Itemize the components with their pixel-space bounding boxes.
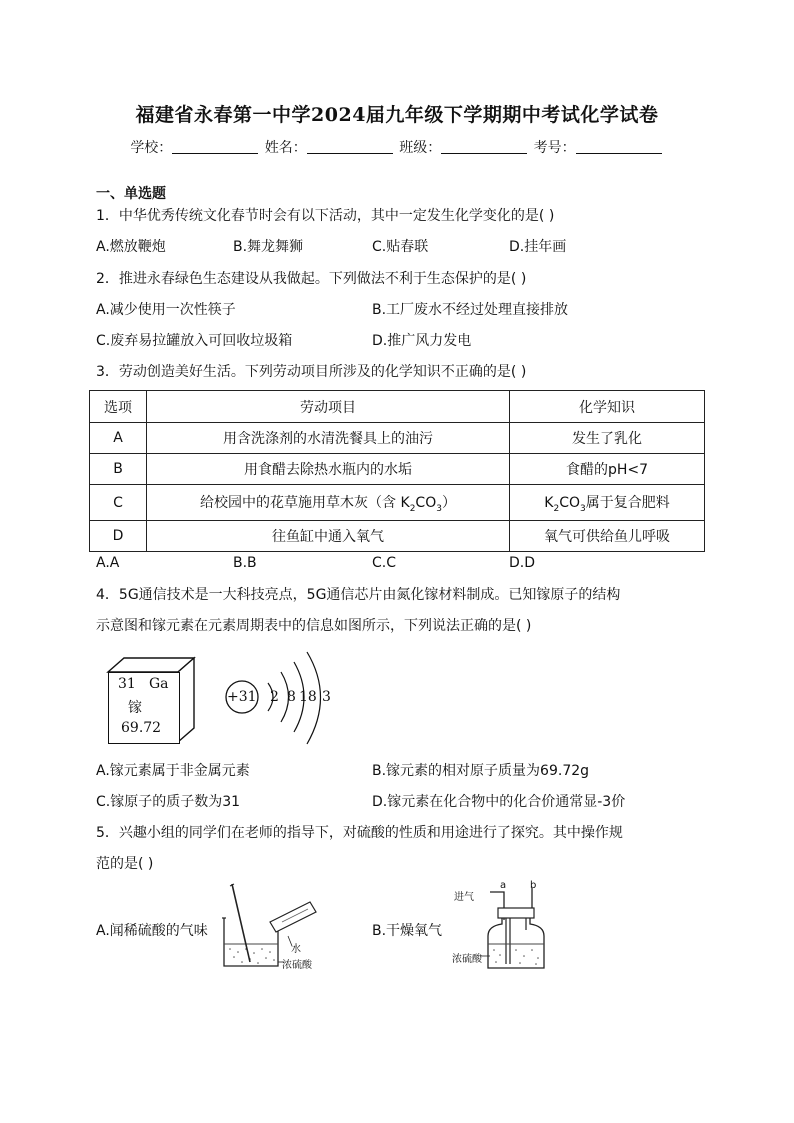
- q4-option-d: D.镓元素在化合物中的化合价通常显-3价: [372, 794, 626, 810]
- q2-option-a: A.减少使用一次性筷子: [96, 302, 236, 318]
- shell-2: 8: [287, 689, 296, 705]
- table-row: [90, 521, 705, 552]
- q3-option-c: C.C: [372, 555, 397, 571]
- element-card: [108, 672, 180, 744]
- number-blank[interactable]: [576, 139, 662, 154]
- element-symbol: Ga: [149, 676, 169, 692]
- question-5-stem-line1: 5．兴趣小组的同学们在老师的指导下，对硫酸的性质和用途进行了探究。其中操作规: [96, 825, 623, 841]
- question-4-stem-line1: 4．5G通信技术是一大科技亮点，5G通信芯片由氮化镓材料制成。已知镓原子的结构: [96, 587, 621, 603]
- name-label: 姓名：: [264, 140, 307, 156]
- nucleus-charge: +31: [227, 689, 257, 705]
- q3-option-a: A.A: [96, 555, 120, 571]
- q3-table: [89, 390, 705, 552]
- table-cell: B: [90, 454, 147, 485]
- q1-option-c: C.贴春联: [372, 239, 429, 255]
- table-row: [90, 454, 705, 485]
- table-cell: A: [90, 423, 147, 454]
- q3-option-d: D.D: [509, 555, 536, 571]
- question-1-stem: 1．中华优秀传统文化春节时会有以下活动，其中一定发生化学变化的是( ): [96, 208, 555, 224]
- table-cell: 给校园中的花草施用草木灰（含 $K_2CO_3$）: [147, 485, 510, 521]
- question-5-stem-line2: 范的是( ): [96, 856, 154, 872]
- acid-label-a: 浓硫酸: [282, 960, 312, 971]
- table-row: [90, 423, 705, 454]
- q4-option-a: A.镓元素属于非金属元素: [96, 763, 250, 779]
- question-3-stem: 3．劳动创造美好生活。下列劳动项目所涉及的化学知识不正确的是( ): [96, 364, 527, 380]
- q5-option-a: A.闻稀硫酸的气味: [96, 923, 208, 939]
- table-header: 化学知识: [510, 391, 705, 423]
- table-cell: C: [90, 485, 147, 521]
- table-cell: 发生了乳化: [510, 423, 705, 454]
- table-cell: 用含洗涤剂的水清洗餐具上的油污: [147, 423, 510, 454]
- shell-4: 3: [322, 689, 331, 705]
- name-blank[interactable]: [307, 139, 393, 154]
- question-2-stem: 2．推进永春绿色生态建设从我做起。下列做法不利于生态保护的是( ): [96, 271, 527, 287]
- school-label: 学校：: [130, 140, 173, 156]
- table-header-row: [90, 391, 705, 423]
- q3-option-b: B.B: [233, 555, 257, 571]
- q4-option-b: B.镓元素的相对原子质量为69.72g: [372, 763, 590, 779]
- tube-b-label: b: [530, 880, 537, 891]
- gas-bottle-diagram: [480, 880, 550, 972]
- table-header: 选项: [90, 391, 147, 423]
- q4-option-c: C.镓原子的质子数为31: [96, 794, 241, 810]
- tube-a-label: a: [500, 880, 507, 891]
- q2-option-c: C.废弃易拉罐放入可回收垃圾箱: [96, 333, 293, 349]
- element-name: 镓: [128, 700, 142, 716]
- school-blank[interactable]: [172, 139, 258, 154]
- acid-label-b: 浓硫酸: [452, 954, 482, 965]
- q2-option-b: B.工厂废水不经过处理直接排放: [372, 302, 569, 318]
- page-title: 福建省永春第一中学2024届九年级下学期期中考试化学试卷: [135, 104, 659, 126]
- question-4-stem-line2: 示意图和镓元素在元素周期表中的信息如图所示，下列说法正确的是( ): [96, 618, 532, 634]
- q5-option-b: B.干燥氧气: [372, 923, 443, 939]
- water-label: 水: [291, 944, 301, 955]
- shell-1: 2: [270, 689, 279, 705]
- q2-option-d: D.推广风力发电: [372, 333, 472, 349]
- atomic-number: 31: [118, 676, 136, 692]
- class-label: 班级：: [399, 140, 442, 156]
- q1-option-d: D.挂年画: [509, 239, 567, 255]
- class-blank[interactable]: [441, 139, 527, 154]
- student-info-line: [0, 137, 794, 157]
- table-header: 劳动项目: [147, 391, 510, 423]
- atomic-mass: 69.72: [121, 720, 162, 736]
- table-cell: 食醋的pH<7: [510, 454, 705, 485]
- table-cell: 用食醋去除热水瓶内的水垢: [147, 454, 510, 485]
- number-label: 考号：: [533, 140, 576, 156]
- table-cell: 氧气可供给鱼儿呼吸: [510, 521, 705, 552]
- shell-3: 18: [299, 689, 317, 705]
- table-cell: $K_2CO_3$属于复合肥料: [510, 485, 705, 521]
- section-heading: 一、单选题: [96, 186, 166, 202]
- q1-option-b: B.舞龙舞狮: [233, 239, 304, 255]
- gas-inlet-label: 进气: [454, 892, 474, 903]
- table-cell: D: [90, 521, 147, 552]
- table-cell: 往鱼缸中通入氧气: [147, 521, 510, 552]
- q1-option-a: A.燃放鞭炮: [96, 239, 166, 255]
- table-row: [90, 485, 705, 521]
